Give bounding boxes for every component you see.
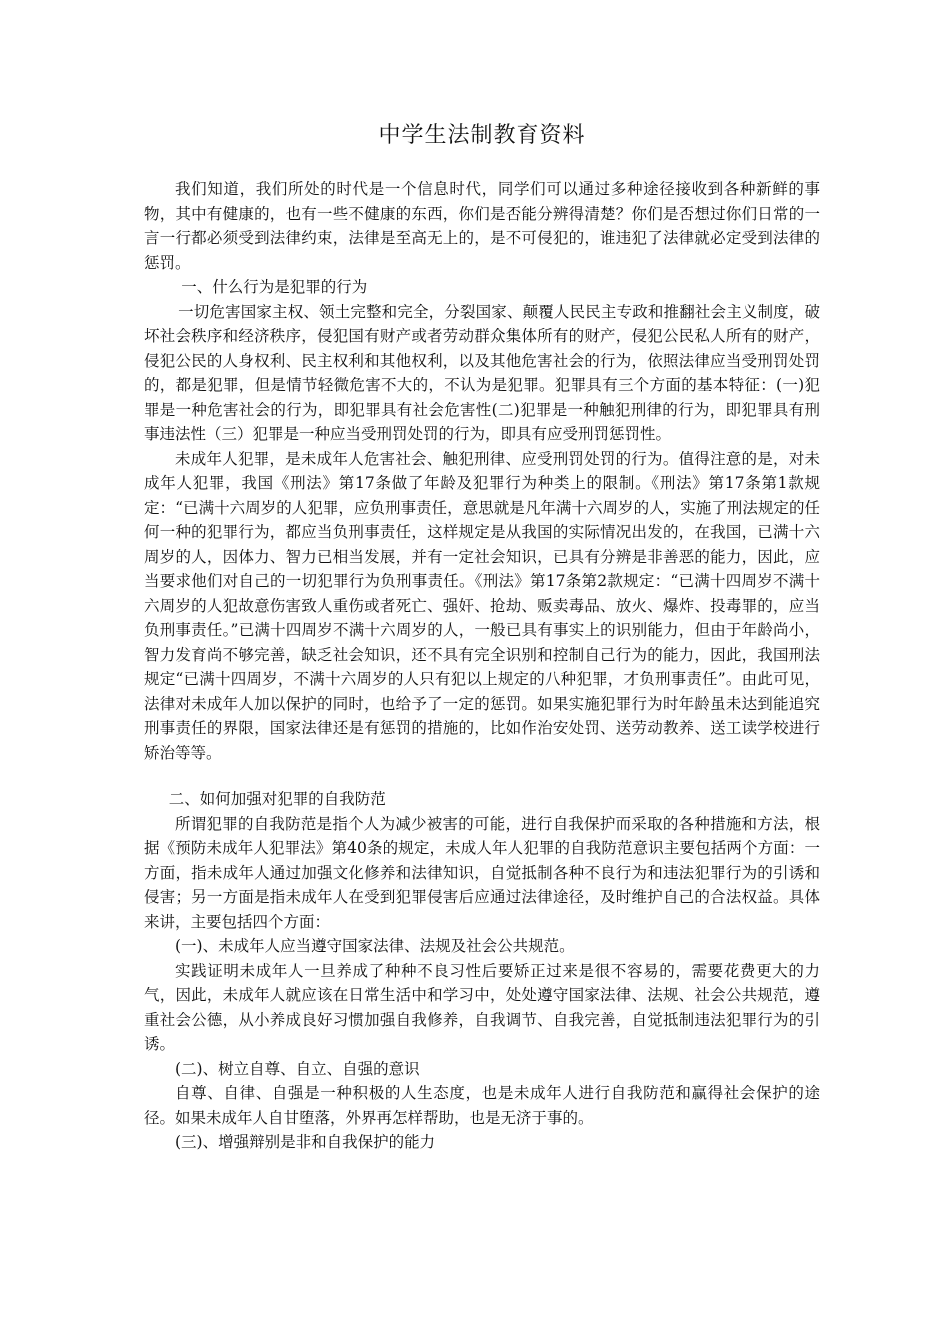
- document-page: [144, 0, 820, 1155]
- document-title: 中学生法制教育资料: [378, 123, 586, 148]
- subsection-1-heading: (一)、未成年人应当遵守国家法律、法规及社会公共规范。: [175, 937, 575, 955]
- section-1-paragraph-2: 未成年人犯罪，是未成年人危害社会、触犯刑律、应受刑罚处罚的行为。值得注意的是，对未成年人犯罪，我国《刑法》第17条做了年龄及犯罪行为种类上的限制。《刑法》第17条第1款规定：“已满十六周岁的人犯罪，应负刑事责任，意思就是凡年满十六周岁的人，实施了刑法规定的任何一种的犯罪行为，都应当负刑事责任，这样规定是从我国的实际情况出发的，在我国，已满十六周岁的人，因体力、智力已相当发展，并有一定社会知识，已具有分辨是非善恶的能力，因此，应当要求他们对自己的一切犯罪行为负刑事责任。《刑法》第17条第2款规定：“已满十四周岁不满十六周岁的人犯故意伤害致人重伤或者死亡、强奸、抢劫、贩卖毒品、放火、爆炸、投毒罪的，应当负刑事责任。”已满十四周岁不满十六周岁的人，一般已具有事实上的识别能力，但由于年龄尚小，智力发育尚不够完善，缺乏社会知识，还不具有完全识别和控制自己行为的能力，因此，我国刑法规定“已满十四周岁，不满十六周岁的人只有犯以上规定的八种犯罪，才负刑事责任”。由此可见，法律对未成年人加以保护的同时，也给予了一定的惩罚。如果实施犯罪行为时年龄虽未达到能追究刑事责任的界限，国家法律还是有惩罚的措施的，比如作治安处罚、送劳动教养、送工读学校进行矫治等等。: [144, 449, 820, 762]
- section-2-heading: 二、如何加强对犯罪的自我防范: [168, 790, 386, 808]
- section-1-paragraph-1: 一切危害国家主权、领土完整和完全，分裂国家、颠覆人民民主专政和推翻社会主义制度，破坏社会秩序和经济秩序，侵犯国有财产或者劳动群众集体所有的财产，侵犯公民私人所有的财产，侵犯公民的人身权利、民主权利和其他权利，以及其他危害社会的行为，依照法律应当受刑罚处罚的，都是犯罪，但是情节轻微危害不大的，不认为是犯罪。犯罪具有三个方面的基本特征：(一)犯罪是一种危害社会的行为，即犯罪具有社会危害性(二)犯罪是一种触犯刑律的行为，即犯罪具有刑事违法性（三）犯罪是一种应当受刑罚处罚的行为，即具有应受刑罚惩罚性。: [144, 302, 820, 443]
- intro-paragraph: 我们知道，我们所处的时代是一个信息时代，同学们可以通过多种途径接收到各种新鲜的事物，其中有健康的，也有一些不健康的东西，你们是否能分辨得清楚？你们是否想过你们日常的一言一行都必须受到法律约束，法律是至高无上的，是不可侵犯的，谁违犯了法律就必定受到法律的惩罚。: [144, 180, 820, 272]
- subsection-2-heading: (二)、树立自尊、自立、自强的意识: [175, 1059, 420, 1078]
- subsection-2-body: 自尊、自律、自强是一种积极的人生态度，也是未成年人进行自我防范和赢得社会保护的途径。如果未成年人自甘堕落，外界再怎样帮助，也是无济于事的。: [144, 1084, 820, 1127]
- section-1-heading: 一、什么行为是犯罪的行为: [181, 278, 368, 296]
- subsection-1-body: 实践证明未成年人一旦养成了种种不良习性后要矫正过来是很不容易的，需要花费更大的力气，因此，未成年人就应该在日常生活中和学习中，处处遵守国家法律、法规、社会公共规范，遵重社会公德，从小养成良好习惯加强自我修养，自我调节、自我完善，自觉抵制违法犯罪行为的引诱。: [144, 961, 820, 1053]
- section-2-paragraph-1: 所谓犯罪的自我防范是指个人为减少被害的可能，进行自我保护而采取的各种措施和方法，根据《预防未成年人犯罪法》第40条的规定，未成人年人犯罪的自我防范意识主要包括两个方面：一方面，指未成年人通过加强文化修养和法律知识，自觉抵制各种不良行为和违法犯罪行为的引诱和侵害；另一方面是指未成年人在受到犯罪侵害后应通过法律途径，及时维护自己的合法权益。具体来讲，主要包括四个方面：: [144, 814, 820, 931]
- subsection-3-heading: (三)、增强辩别是非和自我保护的能力: [175, 1133, 436, 1151]
